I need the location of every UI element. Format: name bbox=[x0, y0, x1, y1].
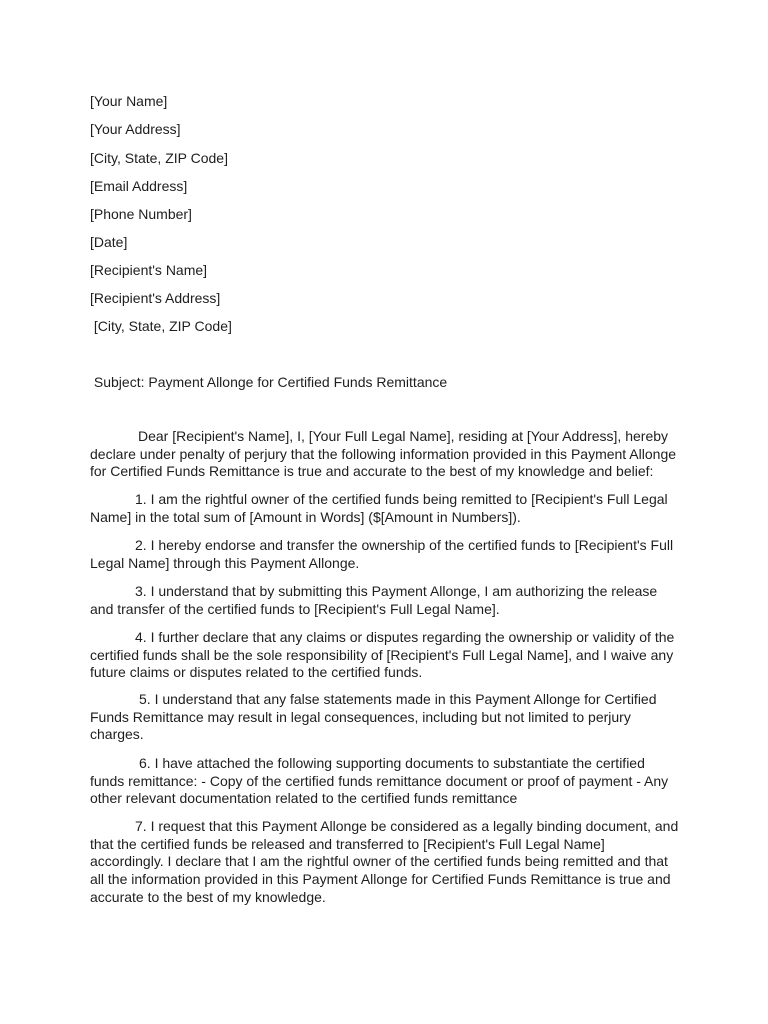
sender-email: [Email Address] bbox=[90, 178, 188, 194]
list-item-4: 4. I further declare that any claims or disputes regarding the ownership or validity of the certified funds shall be the sole responsibility of [Recipient's Full Legal Name], and I waive any future claims or disputes related to the certified funds. bbox=[90, 629, 675, 681]
sender-name: [Your Name] bbox=[90, 93, 168, 109]
list-item-3: 3. I understand that by submitting this Payment Allonge, I am authorizing the release and transfer of the certified funds to [Recipient's Full Legal Name]. bbox=[90, 583, 658, 617]
sender-city-state-zip: [City, State, ZIP Code] bbox=[90, 150, 228, 166]
list-item-5: 5. I understand that any false statements made in this Payment Allonge for Certified Funds Remittance may result in legal consequences, including but not limited to perjury charges. bbox=[90, 691, 657, 743]
list-item-1: 1. I am the rightful owner of the certified funds being remitted to [Recipient's Full Legal Name] in the total sum of [Amount in Words] ($[Amount in Numbers]). bbox=[90, 491, 668, 525]
sender-address: [Your Address] bbox=[90, 121, 181, 137]
recipient-name: [Recipient's Name] bbox=[90, 262, 208, 278]
letter-date: [Date] bbox=[90, 234, 128, 250]
letter-subject: Subject: Payment Allonge for Certified Funds Remittance bbox=[90, 374, 448, 390]
salutation-paragraph: Dear [Recipient's Name], I, [Your Full Legal Name], residing at [Your Address], hereby declare under penalty of perjury that the following information provided in this Payment Allonge for Certified Funds Remittance is true and accurate to the best of my knowledge and belief: bbox=[90, 428, 677, 480]
list-item-6: 6. I have attached the following supporting documents to substantiate the certified funds remittance: - Copy of the certified funds remittance document or proof of payment - Any other relevant documentation related to the certified funds remittance bbox=[90, 755, 669, 807]
recipient-address: [Recipient's Address] bbox=[90, 290, 221, 306]
list-item-2: 2. I hereby endorse and transfer the ownership of the certified funds to [Recipient's Full Legal Name] through this Payment Allonge. bbox=[90, 537, 674, 571]
recipient-city-state-zip: [City, State, ZIP Code] bbox=[90, 318, 232, 334]
list-item-7: 7. I request that this Payment Allonge be considered as a legally binding document, and that the certified funds be released and transferred to [Recipient's Full Legal Name] accordingly. I declare that I am the rightful owner of the certified funds being remitted and that all the information provided in this Payment Allonge for Certified Funds Remittance is true and accurate to the best of my knowledge. bbox=[90, 818, 679, 905]
sender-phone: [Phone Number] bbox=[90, 206, 192, 222]
